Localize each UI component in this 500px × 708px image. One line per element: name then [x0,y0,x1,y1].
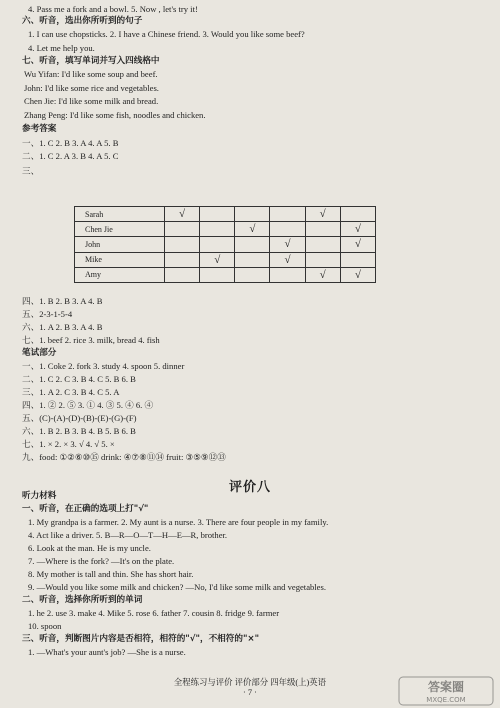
text-line: 8. My mother is tall and thin. She has short hair. [28,569,194,579]
text-line: 二、1. C 2. A 3. B 4. A 5. C [22,151,119,161]
page-footer: 全程练习与评价 评价部分 四年级(上)英语 [173,678,327,687]
row-name-cell: John [75,237,165,252]
row-name-cell: Sarah [75,207,165,222]
check-cell [305,222,340,237]
watermark-url: MXQE.COM [426,696,466,704]
text-line: 五、2-3-1-5-4 [22,309,73,319]
check-cell: √ [340,222,375,237]
text-line: 六、1. B 2. B 3. B 4. B 5. B 6. B [22,426,136,436]
text-line: 1. he 2. use 3. make 4. Mike 5. rose 6. father 7. cousin 8. fridge 9. farmer [28,608,280,618]
text-line: Wu Yifan: I'd like some soup and beef. [24,69,158,79]
section-heading: 一、听音，在正确的选项上打"√" [22,504,149,514]
text-line: 9. —Would you like some milk and chicken? —No, I'd like some milk and vegetables. [28,582,326,592]
table-row [75,252,376,267]
table-row [75,237,376,252]
text-line: 4. Let me help you. [28,43,95,53]
check-cell [235,267,270,282]
check-cell [200,207,235,222]
answer-grid-table [74,206,376,283]
check-cell [305,237,340,252]
section-heading: 六、听音，选出你所听到的句子 [22,16,143,26]
text-line: 4. Pass me a fork and a bowl. 5. Now , let's try it! [28,4,198,14]
text-line: 三、1. A 2. C 3. B 4. C 5. A [22,387,120,397]
section-heading: 二、听音，选择你所听到的单词 [22,595,143,605]
section-title: 评价八 [228,480,271,495]
check-cell [340,207,375,222]
check-cell [165,222,200,237]
text-line: 七、1. × 2. × 3. √ 4. √ 5. × [22,439,115,449]
check-cell: √ [340,237,375,252]
check-cell: √ [200,252,235,267]
check-cell: √ [270,252,305,267]
watermark-text: 答案圈 [427,680,465,694]
check-cell [305,252,340,267]
check-cell: √ [305,207,340,222]
check-cell [200,237,235,252]
check-cell: √ [305,267,340,282]
section-heading: 听力材料 [22,491,57,501]
text-line: 7. —Where is the fork? —It's on the plate. [28,556,175,566]
text-line: 1. My grandpa is a farmer. 2. My aunt is a nurse. 3. There are four people in my family. [28,517,329,527]
table-row [75,222,376,237]
text-line: 四、1. B 2. B 3. A 4. B [22,296,103,306]
check-cell [270,222,305,237]
section-heading: 三、听音，判断图片内容是否相符，相符的"√"，不相符的"×" [22,634,260,644]
text-line: 三、 [22,166,40,176]
text-line: 六、1. A 2. B 3. A 4. B [22,322,103,332]
text-line: Chen Jie: I'd like some milk and bread. [24,96,159,106]
row-name-cell: Amy [75,267,165,282]
text-line: 4. Act like a driver. 5. B—R—O—T—H—E—R, brother. [28,530,228,540]
check-cell [200,267,235,282]
check-cell [270,267,305,282]
check-cell [270,207,305,222]
text-line: 一、1. C 2. B 3. A 4. A 5. B [22,138,119,148]
check-cell [165,267,200,282]
check-cell: √ [340,267,375,282]
check-cell [235,237,270,252]
text-line: 九、food: ①②⑥⑩⑮ drink: ④⑦⑧⑪⑭ fruit: ③⑤⑨⑫⑬ [22,452,226,462]
text-line: 二、1. C 2. C 3. B 4. C 5. B 6. B [22,374,136,384]
page-number: · 7 · [243,688,257,697]
check-cell [235,207,270,222]
check-cell: √ [165,207,200,222]
text-line: 6. Look at the man. He is my uncle. [28,543,151,553]
row-name-cell: Chen Jie [75,222,165,237]
text-line: 一、1. Coke 2. fork 3. study 4. spoon 5. dinner [22,361,185,371]
row-name-cell: Mike [75,252,165,267]
text-line: 10. spoon [28,621,62,631]
section-heading: 参考答案 [22,124,57,134]
section-heading: 七、听音，填写单词并写入四线格中 [22,56,160,66]
section-heading: 笔试部分 [22,348,57,358]
watermark-logo-icon [398,676,494,706]
check-cell [165,237,200,252]
text-line: Zhang Peng: I'd like some fish, noodles and chicken. [24,110,206,120]
text-line: 1. I can use chopsticks. 2. I have a Chinese friend. 3. Would you like some beef? [28,29,305,39]
text-line: 五、(C)-(A)-(D)-(B)-(E)-(G)-(F) [22,413,137,423]
check-cell [340,252,375,267]
text-line: John: I'd like some rice and vegetables. [24,83,159,93]
table-row [75,207,376,222]
check-cell [165,252,200,267]
check-cell [235,252,270,267]
check-cell: √ [235,222,270,237]
text-line: 1. —What's your aunt's job? —She is a nurse. [28,647,186,657]
table-row [75,267,376,282]
check-cell: √ [270,237,305,252]
text-line: 四、1. ② 2. ⑤ 3. ① 4. ③ 5. ④ 6. ④ [22,400,154,410]
check-cell [200,222,235,237]
text-line: 七、1. beef 2. rice 3. milk, bread 4. fish [22,335,160,345]
